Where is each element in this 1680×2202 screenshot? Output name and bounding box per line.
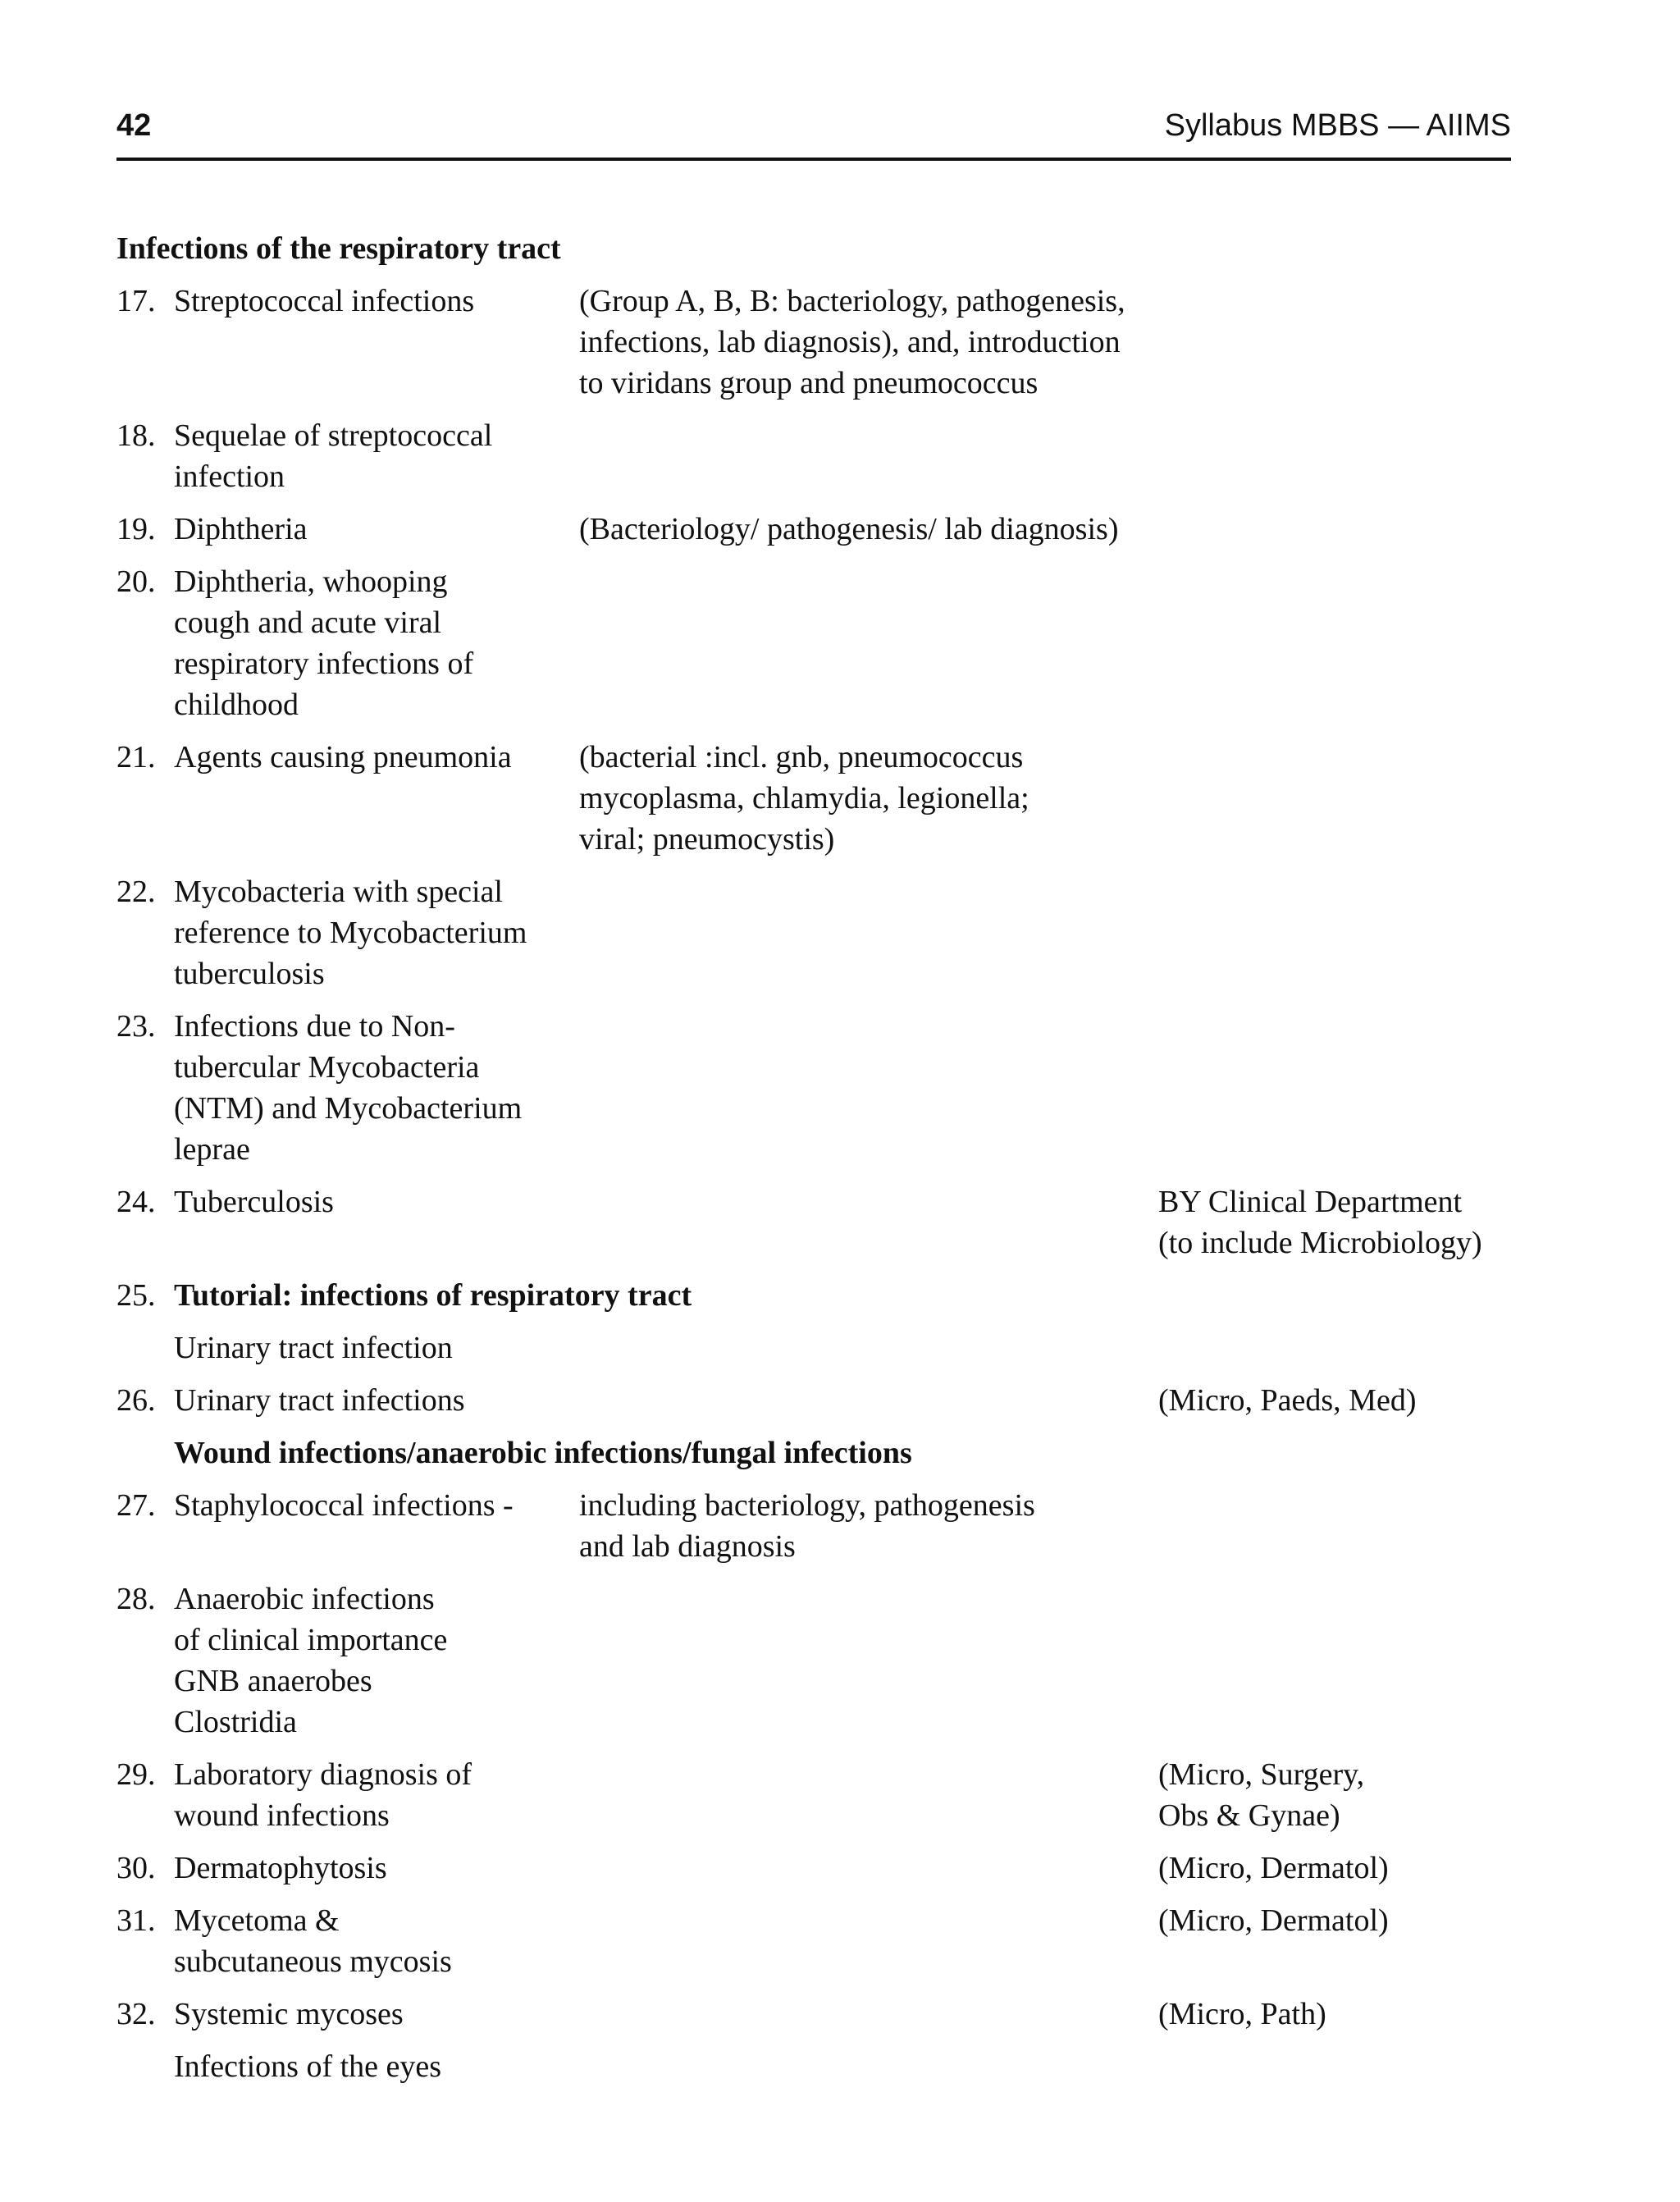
item-topic-line: Staphylococcal infections - — [174, 1488, 514, 1523]
item-topic-line: Streptococcal infections — [174, 284, 475, 318]
item-department — [1158, 1754, 1516, 1836]
item-detail-line: viral; pneumocystis) — [579, 822, 835, 857]
item-department-line: (Micro, Path) — [1158, 1997, 1326, 2031]
item-department-line: (Micro, Dermatol) — [1158, 1851, 1389, 1885]
item-number: 23. — [116, 1009, 156, 1044]
item-topic — [174, 871, 579, 994]
list-item — [116, 1181, 1516, 1263]
item-detail — [579, 1848, 1158, 1889]
running-title: Syllabus MBBS — AIIMS — [1164, 108, 1511, 143]
item-topic-line: Anaerobic infections — [174, 1582, 435, 1616]
item-number: 22. — [116, 875, 156, 909]
item-topic — [174, 561, 579, 725]
item-department — [1158, 1994, 1516, 2035]
item-number: 30. — [116, 1851, 156, 1885]
list-item — [116, 1900, 1516, 1982]
item-number — [116, 1432, 174, 1473]
item-topic-line: GNB anaerobes — [174, 1664, 372, 1698]
item-topic-line: Mycetoma & — [174, 1903, 340, 1938]
item-number: 21. — [116, 740, 156, 774]
item-topic — [174, 1485, 579, 1567]
item-topic-line: tubercular Mycobacteria — [174, 1050, 480, 1085]
item-topic-line: Dermatophytosis — [174, 1851, 387, 1885]
list-item — [116, 1578, 1516, 1743]
item-number: 27. — [116, 1488, 156, 1523]
list-item — [116, 1754, 1516, 1836]
subheading: Tutorial: infections of respiratory tract — [174, 1278, 692, 1313]
item-detail — [579, 1900, 1158, 1982]
item-detail — [579, 509, 1158, 550]
item-number: 17. — [116, 284, 156, 318]
list-item — [116, 1275, 1516, 1316]
item-detail — [579, 1994, 1158, 2035]
list-item — [116, 1006, 1516, 1170]
item-number: 31. — [116, 1903, 156, 1938]
item-detail-line: (Group A, B, B: bacteriology, pathogenesis, — [579, 284, 1125, 318]
item-topic-line: tuberculosis — [174, 957, 325, 991]
list-item — [116, 2046, 1516, 2087]
item-department — [1158, 1848, 1516, 1889]
item-topic-line: cough and acute viral — [174, 605, 442, 640]
list-item — [116, 1327, 1516, 1368]
item-topic — [174, 1380, 579, 1421]
item-topic — [174, 1754, 579, 1836]
list-item — [116, 509, 1516, 550]
item-number: 25. — [116, 1278, 156, 1313]
syllabus-content — [116, 228, 1516, 2099]
item-topic-line: respiratory infections of — [174, 646, 474, 681]
item-number: 24. — [116, 1185, 156, 1219]
item-topic-line: Laboratory diagnosis of — [174, 1757, 472, 1792]
item-department — [1158, 561, 1516, 725]
page-number: 42 — [116, 108, 152, 143]
item-detail — [579, 737, 1158, 860]
item-number: 28. — [116, 1582, 156, 1616]
list-item — [116, 871, 1516, 994]
item-topic-line: subcutaneous mycosis — [174, 1944, 452, 1979]
item-topic-line: Tuberculosis — [174, 1185, 334, 1219]
item-department — [1158, 1485, 1516, 1567]
item-department — [1158, 737, 1516, 860]
item-detail — [579, 871, 1158, 994]
item-number — [116, 1327, 174, 1368]
list-item — [116, 1994, 1516, 2035]
item-topic — [174, 281, 579, 404]
list-item — [116, 561, 1516, 725]
list-item — [116, 737, 1516, 860]
page-header — [116, 108, 1511, 161]
item-topic — [174, 1994, 579, 2035]
item-topic-line: Mycobacteria with special — [174, 875, 503, 909]
item-detail — [579, 281, 1158, 404]
item-detail-line: (Bacteriology/ pathogenesis/ lab diagnosis) — [579, 512, 1119, 546]
item-detail — [579, 561, 1158, 725]
item-detail — [579, 415, 1158, 497]
list-item — [116, 1848, 1516, 1889]
item-topic — [174, 1006, 579, 1170]
list-item — [116, 415, 1516, 497]
item-topic — [174, 737, 579, 860]
subheading: Urinary tract infection — [174, 1331, 453, 1365]
item-number: 26. — [116, 1383, 156, 1418]
item-detail — [579, 1754, 1158, 1836]
item-detail — [579, 1578, 1158, 1743]
item-department — [1158, 1181, 1516, 1263]
item-department — [1158, 1578, 1516, 1743]
item-topic-line: infection — [174, 459, 285, 494]
item-topic-line: childhood — [174, 688, 299, 722]
item-number: 32. — [116, 1997, 156, 2031]
item-department — [1158, 871, 1516, 994]
subheading: Infections of the eyes — [174, 2049, 442, 2084]
item-topic-line: Agents causing pneumonia — [174, 740, 512, 774]
item-detail-line: infections, lab diagnosis), and, introduction — [579, 325, 1121, 359]
item-topic-line: Clostridia — [174, 1705, 297, 1739]
item-department — [1158, 415, 1516, 497]
item-topic-line: Infections due to Non- — [174, 1009, 455, 1044]
item-topic — [174, 1900, 579, 1982]
section-heading: Infections of the respiratory tract — [116, 231, 561, 266]
list-item — [116, 1485, 1516, 1567]
item-detail — [579, 1181, 1158, 1263]
list-item — [116, 1380, 1516, 1421]
item-department-line: BY Clinical Department — [1158, 1185, 1463, 1219]
item-topic-line: Diphtheria — [174, 512, 308, 546]
item-detail-line: (bacterial :incl. gnb, pneumococcus — [579, 740, 1024, 774]
item-department — [1158, 1006, 1516, 1170]
item-detail-line: to viridans group and pneumococcus — [579, 366, 1039, 400]
item-department — [1158, 1380, 1516, 1421]
item-department-line: (Micro, Dermatol) — [1158, 1903, 1389, 1938]
item-topic-line: Systemic mycoses — [174, 1997, 404, 2031]
item-topic-line: of clinical importance — [174, 1623, 448, 1657]
item-number — [116, 2046, 174, 2087]
item-department-line: (Micro, Surgery, — [1158, 1757, 1365, 1792]
item-topic-line: Urinary tract infections — [174, 1383, 465, 1418]
item-detail-line: mycoplasma, chlamydia, legionella; — [579, 781, 1029, 815]
item-department — [1158, 509, 1516, 550]
item-detail — [579, 1380, 1158, 1421]
item-topic-line: Sequelae of streptococcal — [174, 418, 493, 453]
item-department-line: (Micro, Paeds, Med) — [1158, 1383, 1417, 1418]
item-topic — [174, 1578, 579, 1743]
item-department — [1158, 281, 1516, 404]
item-topic-line: Diphtheria, whooping — [174, 564, 448, 599]
item-detail — [579, 1006, 1158, 1170]
item-department-line: Obs & Gynae) — [1158, 1798, 1340, 1833]
item-number: 18. — [116, 418, 156, 453]
item-topic-line: (NTM) and Mycobacterium — [174, 1091, 523, 1126]
item-topic — [174, 1181, 579, 1263]
item-number: 29. — [116, 1757, 156, 1792]
item-detail — [579, 1485, 1158, 1567]
item-number: 20. — [116, 564, 156, 599]
list-item — [116, 1432, 1516, 1473]
item-department — [1158, 1900, 1516, 1982]
item-topic-line: wound infections — [174, 1798, 390, 1833]
item-topic — [174, 509, 579, 550]
item-topic-line: leprae — [174, 1132, 250, 1167]
item-department-line: (to include Microbiology) — [1158, 1226, 1482, 1260]
item-detail-line: and lab diagnosis — [579, 1529, 796, 1564]
subheading: Wound infections/anaerobic infections/fungal infections — [174, 1436, 912, 1470]
item-topic-line: reference to Mycobacterium — [174, 916, 527, 950]
list-item — [116, 281, 1516, 404]
item-topic — [174, 415, 579, 497]
item-topic — [174, 1848, 579, 1889]
item-number: 19. — [116, 512, 156, 546]
syllabus-list — [116, 281, 1516, 2087]
item-detail-line: including bacteriology, pathogenesis — [579, 1488, 1035, 1523]
